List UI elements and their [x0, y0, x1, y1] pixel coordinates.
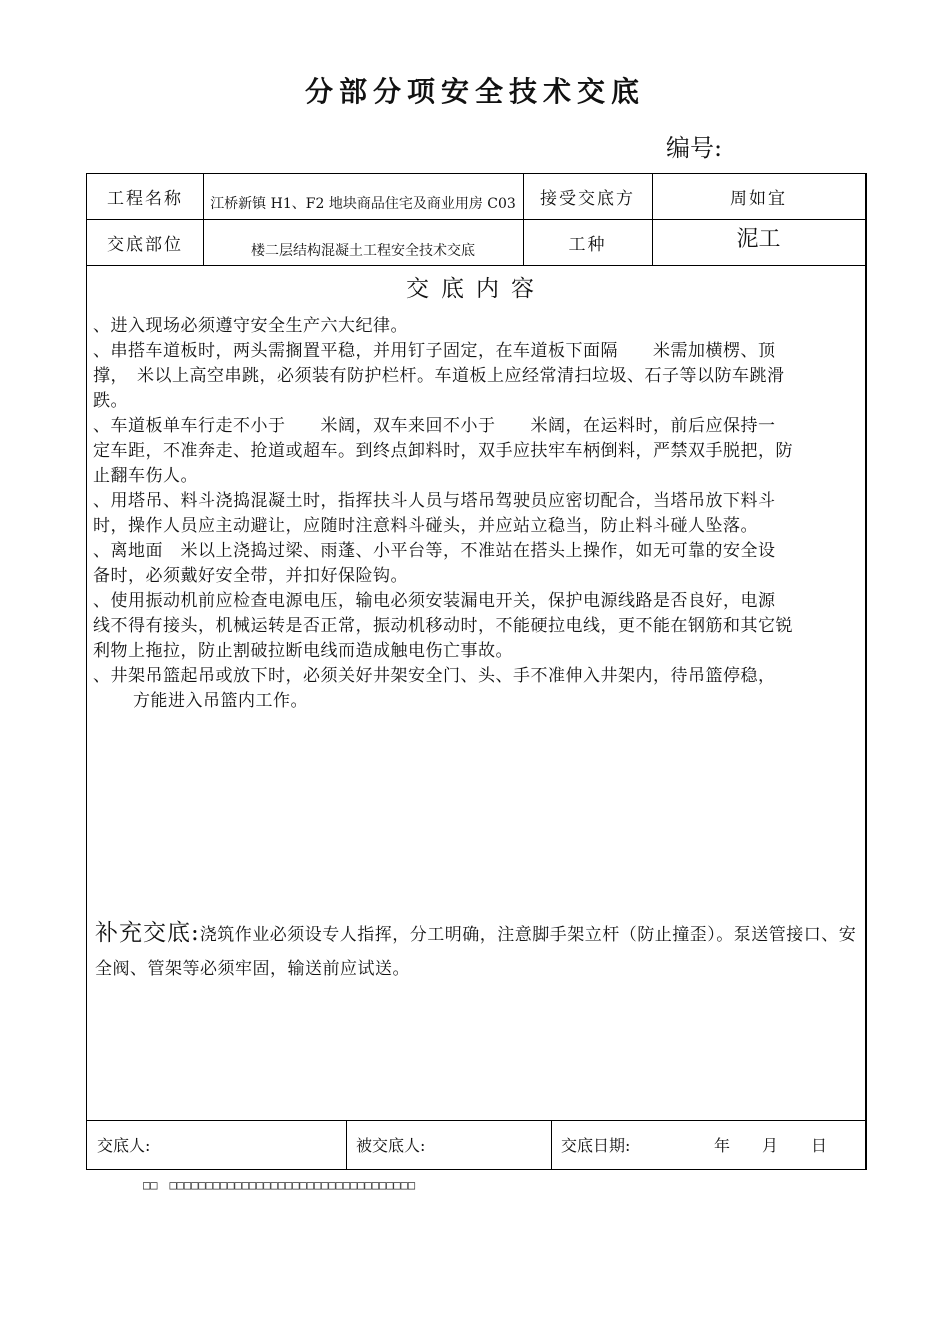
content-line: 、使用振动机前应检查电源电压，输电必须安装漏电开关，保护电源线路是否良好，电源	[93, 591, 776, 611]
content-line: 撑， 米以上高空串跳，必须装有防护栏杆。车道板上应经常清扫垃圾、石子等以防车跳滑	[93, 366, 785, 386]
receiver-value: 周如宜	[730, 189, 787, 209]
date-day: 日	[811, 1136, 828, 1155]
supplement-text: 浇筑作业必须设专人指挥，分工明确，注意脚手架立杆（防止撞歪）。泵送管接口、安全阀、管架等必须牢固，输送前应试送。	[95, 925, 857, 979]
content-body	[87, 314, 867, 714]
content-line: 方能进入吊篮内工作。	[133, 691, 308, 711]
content-line: 定车距，不准奔走、抢道或超车。到终点卸料时，双手应扶牢车柄倒料，严禁双手脱把，防	[93, 441, 793, 461]
date-year: 年	[714, 1136, 731, 1155]
content-line: 、进入现场必须遵守安全生产六大纪律。	[93, 316, 408, 336]
project-name-value: 江桥新镇 H1、F2 地块商品住宅及商业用房 C03	[210, 195, 516, 212]
content-line: 备时，必须戴好安全带，并扣好保险钩。	[93, 566, 408, 586]
content-line: 时，操作人员应主动避让，应随时注意料斗碰头，并应站立稳当，防止料斗碰人坠落。	[93, 516, 758, 536]
receiver-label: 接受交底方	[540, 189, 635, 209]
content-heading: 交底内容	[406, 276, 546, 302]
content-line: 线不得有接头，机械运转是否正常，振动机移动时，不能硬拉电线，更不能在钢筋和其它锐	[93, 616, 793, 636]
trade-label: 工种	[568, 234, 607, 255]
briefing-form	[86, 173, 867, 1170]
content-line: 、离地面 米以上浇捣过梁、雨蓬、小平台等，不准站在搭头上操作，如无可靠的安全设	[93, 541, 776, 561]
document-title: 分部分项安全技术交底	[304, 75, 645, 108]
date-month: 月	[762, 1136, 779, 1155]
footer-note: □□ □□□□□□□□□□□□□□□□□□□□□□□□□□□□□□□□□□	[143, 1178, 416, 1192]
briefing-date-label: 交底日期:	[561, 1136, 631, 1155]
supplement-label: 补充交底:	[95, 920, 200, 946]
supplement-section	[95, 916, 859, 986]
content-line: 、车道板单车行走不小于 米阔，双车来回不小于 米阔，在运料时，前后应保持一	[93, 416, 776, 436]
content-line: 、串搭车道板时，两头需搁置平稳，并用钉子固定，在车道板下面隔 米需加横楞、顶	[93, 341, 776, 361]
location-value: 楼二层结构混凝土工程安全技术交底	[251, 243, 475, 259]
doc-number-label: 编号:	[666, 134, 723, 162]
recipient-label: 被交底人:	[356, 1136, 426, 1155]
content-line: 、用塔吊、料斗浇捣混凝土时，指挥扶斗人员与塔吊驾驶员应密切配合，当塔吊放下料斗	[93, 491, 776, 511]
project-name-label: 工程名称	[107, 189, 183, 209]
content-line: 止翻车伤人。	[93, 466, 198, 486]
content-line: 跌。	[93, 391, 128, 411]
location-label: 交底部位	[107, 234, 183, 255]
trade-value: 泥工	[736, 226, 781, 252]
content-line: 、井架吊篮起吊或放下时，必须关好井架安全门、头、手不准伸入井架内，待吊篮停稳，	[93, 666, 776, 686]
presenter-label: 交底人:	[97, 1136, 151, 1155]
content-line: 利物上拖拉，防止割破拉断电线而造成触电伤亡事故。	[93, 641, 513, 661]
